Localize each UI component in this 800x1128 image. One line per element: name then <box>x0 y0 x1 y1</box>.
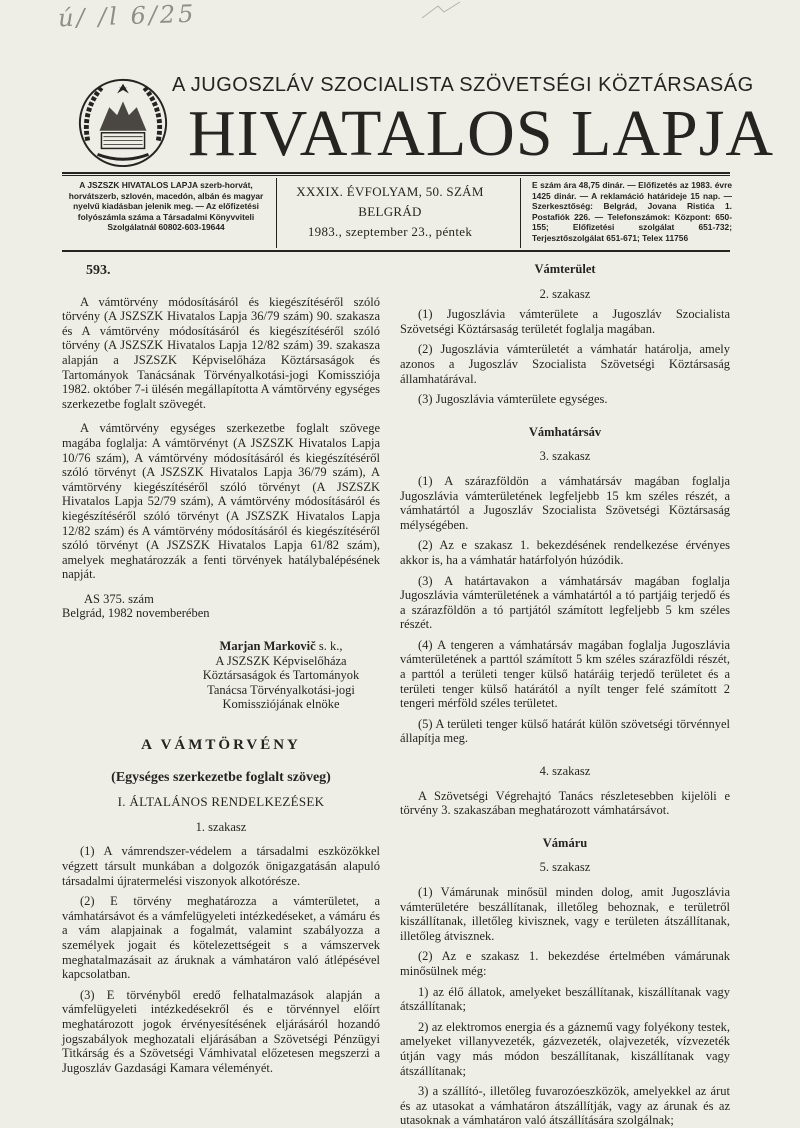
item-number: 593. <box>86 263 111 278</box>
heading-vamhatarsav: Vámhatársáv <box>528 424 602 439</box>
masthead-rule-top-thin <box>62 175 730 176</box>
pencil-scribble <box>420 0 480 22</box>
chapter-heading: I. ÁLTALÁNOS RENDELKEZÉSEK <box>117 794 325 810</box>
volume-number: XXXIX. ÉVFOLYAM, 50. SZÁM <box>296 184 484 199</box>
reference-number: AS 375. szám <box>84 591 154 606</box>
section-3-paragraph-5: (5) A területi tenger külső határát külön szövetségi törvénnyel állapítja meg. <box>400 716 730 746</box>
price-and-contact-info: E szám ára 48,75 dinár. — Előfizetés az 1983. évre 1425 dinár. — A reklamáció határideje 15 nap. — Szerkesztőség: Belgrád, Jovana Ristića 1. Postafiók 226. — Telefonszámok: Központ: 650-155; Előfizetési szolgálat 651-732; Terjesztőszolgálat 651-671; Telex 11756 <box>532 180 732 243</box>
section-4-paragraph-1: A Szövetségi Végrehajtó Tanács részletesebben kijelöli e törvény 3. szakaszában meghatározott vámhatársávot. <box>400 788 730 818</box>
section-3-paragraph-4: (4) A tengeren a vámhatársáv magában foglalja Jugoszlávia vámterületének a parttól számított 5 km széles szárazföldi részét, a parttól a területi tenger külső határáig terjedő területet és a területi tenger külső határától a nyílt tenger felé számított 2 tengeri mérföld széles területet. <box>400 637 730 711</box>
act-title: A VÁMTÖRVÉNY <box>141 737 301 754</box>
masthead-title: HIVATALOS LAPJA <box>188 97 775 170</box>
section-2-paragraph-3: (3) Jugoszlávia vámterülete egységes. <box>418 392 608 407</box>
coat-of-arms-emblem <box>74 72 172 170</box>
section-4-title: 4. szakasz <box>539 764 591 779</box>
heading-vamterulet: Vámterület <box>534 262 596 276</box>
section-5-title: 5. szakasz <box>539 860 591 875</box>
right-column <box>400 262 730 1128</box>
left-column <box>62 262 380 1075</box>
section-1-title: 1. szakasz <box>195 819 247 834</box>
section-1-paragraph-1: (1) A vámrendszer-védelem a társadalmi eszközökkel végzett társult munkában a dolgozók önigazgatásán alapuló társadalmi újratermelési viszonyok alkotórésze. <box>62 844 380 888</box>
heading-vamaru: Vámáru <box>542 835 588 850</box>
section-3-paragraph-1: (1) A szárazföldön a vámhatársáv magában foglalja Jugoszlávia vámterületének legfeljebb 15 km széles részét, a vámhatártól a Jugoszláv Szocialista Szövetségi Köztársaság mélységében. <box>400 473 730 532</box>
header-divider-left <box>276 178 277 248</box>
issue-info <box>285 182 495 242</box>
signer-name: Marjan Markovič <box>219 639 316 654</box>
section-5-paragraph-2: (2) Az e szakasz 1. bekezdése értelmében vámárunak minősülnek még: <box>400 949 730 978</box>
issue-city: BELGRÁD <box>358 204 422 219</box>
signer-title: A JSZSZK Képviselőháza Köztársaságok és Tartományok Tanácsa Törvényalkotási-jogi Komissziójának elnöke <box>202 653 360 712</box>
masthead-supertitle: A JUGOSZLÁV SZOCIALISTA SZÖVETSÉGI KÖZTÁRSASÁG <box>172 74 754 96</box>
issue-date: 1983., szeptember 23., péntek <box>307 224 473 239</box>
signature-block <box>182 639 380 654</box>
section-5-item-3: 3) a szállító-, illetőleg fuvarozóeszközök, amelyekkel az árut és az utasokat a vámhatáron átszállítják, vagy az árunak és az utasoknak a vámhatáron való átszállítására szolgálnak; <box>400 1084 730 1128</box>
subscription-info: A JSZSZK HIVATALOS LAPJA szerb-horvát, horvátszerb, szlovén, macedón, albán és magyar nyelvű kiadásban jelenik meg. — Az előfizetési folyószámla száma a Társadalmi Könyvviteli Szolgálatnál 60802-603-19644 <box>68 180 264 232</box>
section-5-item-2: 2) az elektromos energia és a gáznemű vagy folyékony testek, amelyeket villanyvezeték, gázvezeték, olajvezeték, vízvezeték útján vagy más módon beszállítanak, kiszállítanak vagy átszállítanak; <box>400 1019 730 1078</box>
section-1-paragraph-2: (2) E törvény meghatározza a vámterületet, a vámhatársávot és a vámfelügyeleti intézkedéseket, a vámáru és a vám alapjainak a fogalmát, valamint szabályozza a személyek jogait és kötelezettségeit s a vámszervek meghatalmazásait az áruknak a vámhatáron való átlépésével kapcsolatban. <box>62 894 380 982</box>
section-3-title: 3. szakasz <box>539 449 591 464</box>
section-5-paragraph-1: (1) Vámárunak minősül minden dolog, amit Jugoszlávia vámterületére beszállítanak, illetőleg behoznak, e területről kiszállítanak, illetőleg kivisznek, vagy e területen átszállítanak, illetőleg átvisznek. <box>400 885 730 943</box>
section-2-paragraph-2: (2) Jugoszlávia vámterületét a vámhatár határolja, amely azonos a Jugoszláv Szocialista Szövetségi Köztársaság államhatárával. <box>400 342 730 386</box>
section-3-paragraph-3: (3) A határtavakon a vámhatársáv magában foglalja Jugoszlávia vámterületének a vámhatártól a tó partjáig terjedő és a szárazföldön a tó partjától számított legfeljebb 5 km széles részét. <box>400 573 730 632</box>
section-2-paragraph-1: (1) Jugoszlávia vámterülete a Jugoszláv Szocialista Szövetségi Köztársaság területét foglalja magában. <box>400 307 730 336</box>
header-divider-right <box>520 178 521 248</box>
section-2-title: 2. szakasz <box>539 286 591 301</box>
section-3-paragraph-2: (2) Az e szakasz 1. bekezdésének rendelkezése érvényes akkor is, ha a vámhatár határfolyón húzódik. <box>400 538 730 567</box>
signer-sk: s. k., <box>318 639 343 654</box>
intro-paragraph-2: A vámtörvény egységes szerkezetbe foglalt szövege magába foglalja: A vámtörvényt (A JSZSZK Hivatalos Lapja 10/76 szám), A vámtörvény módosításáról és kiegészítéséről szóló törvényt (A JSZSZK Hivatalos Lapja 36/79 szám), A vámtörvény kiegészítéséről szóló törvényt (A JSZSZK Hivatalos Lapja 52/79 szám), A vámtörvény módosításáról és kiegészítéséről szóló törvényt (A JSZSZK Hivatalos Lapja 12/82 szám) és A vámtörvény módosításáról és kiegészítéséről szóló törvényt (A JSZSZK Hivatalos Lapja 61/82 szám), amelyek meghatározzák a fenti törvények hatálybalépésének napját. <box>62 421 380 582</box>
act-subtitle: (Egységes szerkezetbe foglalt szöveg) <box>111 769 331 785</box>
masthead-rule-bottom <box>62 250 730 252</box>
intro-paragraph-1: A vámtörvény módosításáról és kiegészítéséről szóló törvény (A JSZSZK Hivatalos Lapja 36/79 szám) 90. szakasza és A vámtörvény módosításáról és kiegészítéséről szóló törvény (A JSZSZK Hivatalos Lapja 12/82 szám) 39. szakasza alapján a JSZSZK Képviselőháza Köztársaságok és Tartományok Tanácsának Törvényalkotási-jogi Komissziója 1982. október 7-i ülésén megállapította A vámtörvény egységes szerkezetbe foglalt szövegét. <box>62 294 380 411</box>
handwritten-note: ú/ /l 6/25 <box>57 0 197 33</box>
masthead-rule-top <box>62 172 730 174</box>
section-5-item-1: 1) az élő állatok, amelyeket beszállítanak, kiszállítanak vagy átszállítanak; <box>400 984 730 1014</box>
section-1-paragraph-3: (3) E törvényből eredő felhatalmazások alapján a vámfelügyeleti intézkedésekről és e törvénnyel előírt meghatározott jogok érvényesítésének eljárásáról hozandó jogszabályok meghozatali eljárásában a Szövetségi Pénzügyi Titkárság és a Szövetségi Vámhivatal előzetesen megszerzi a Jugoszláv Gazdasági Kamara véleményét. <box>62 987 380 1075</box>
reference-place-date: Belgrád, 1982 novemberében <box>62 606 210 621</box>
